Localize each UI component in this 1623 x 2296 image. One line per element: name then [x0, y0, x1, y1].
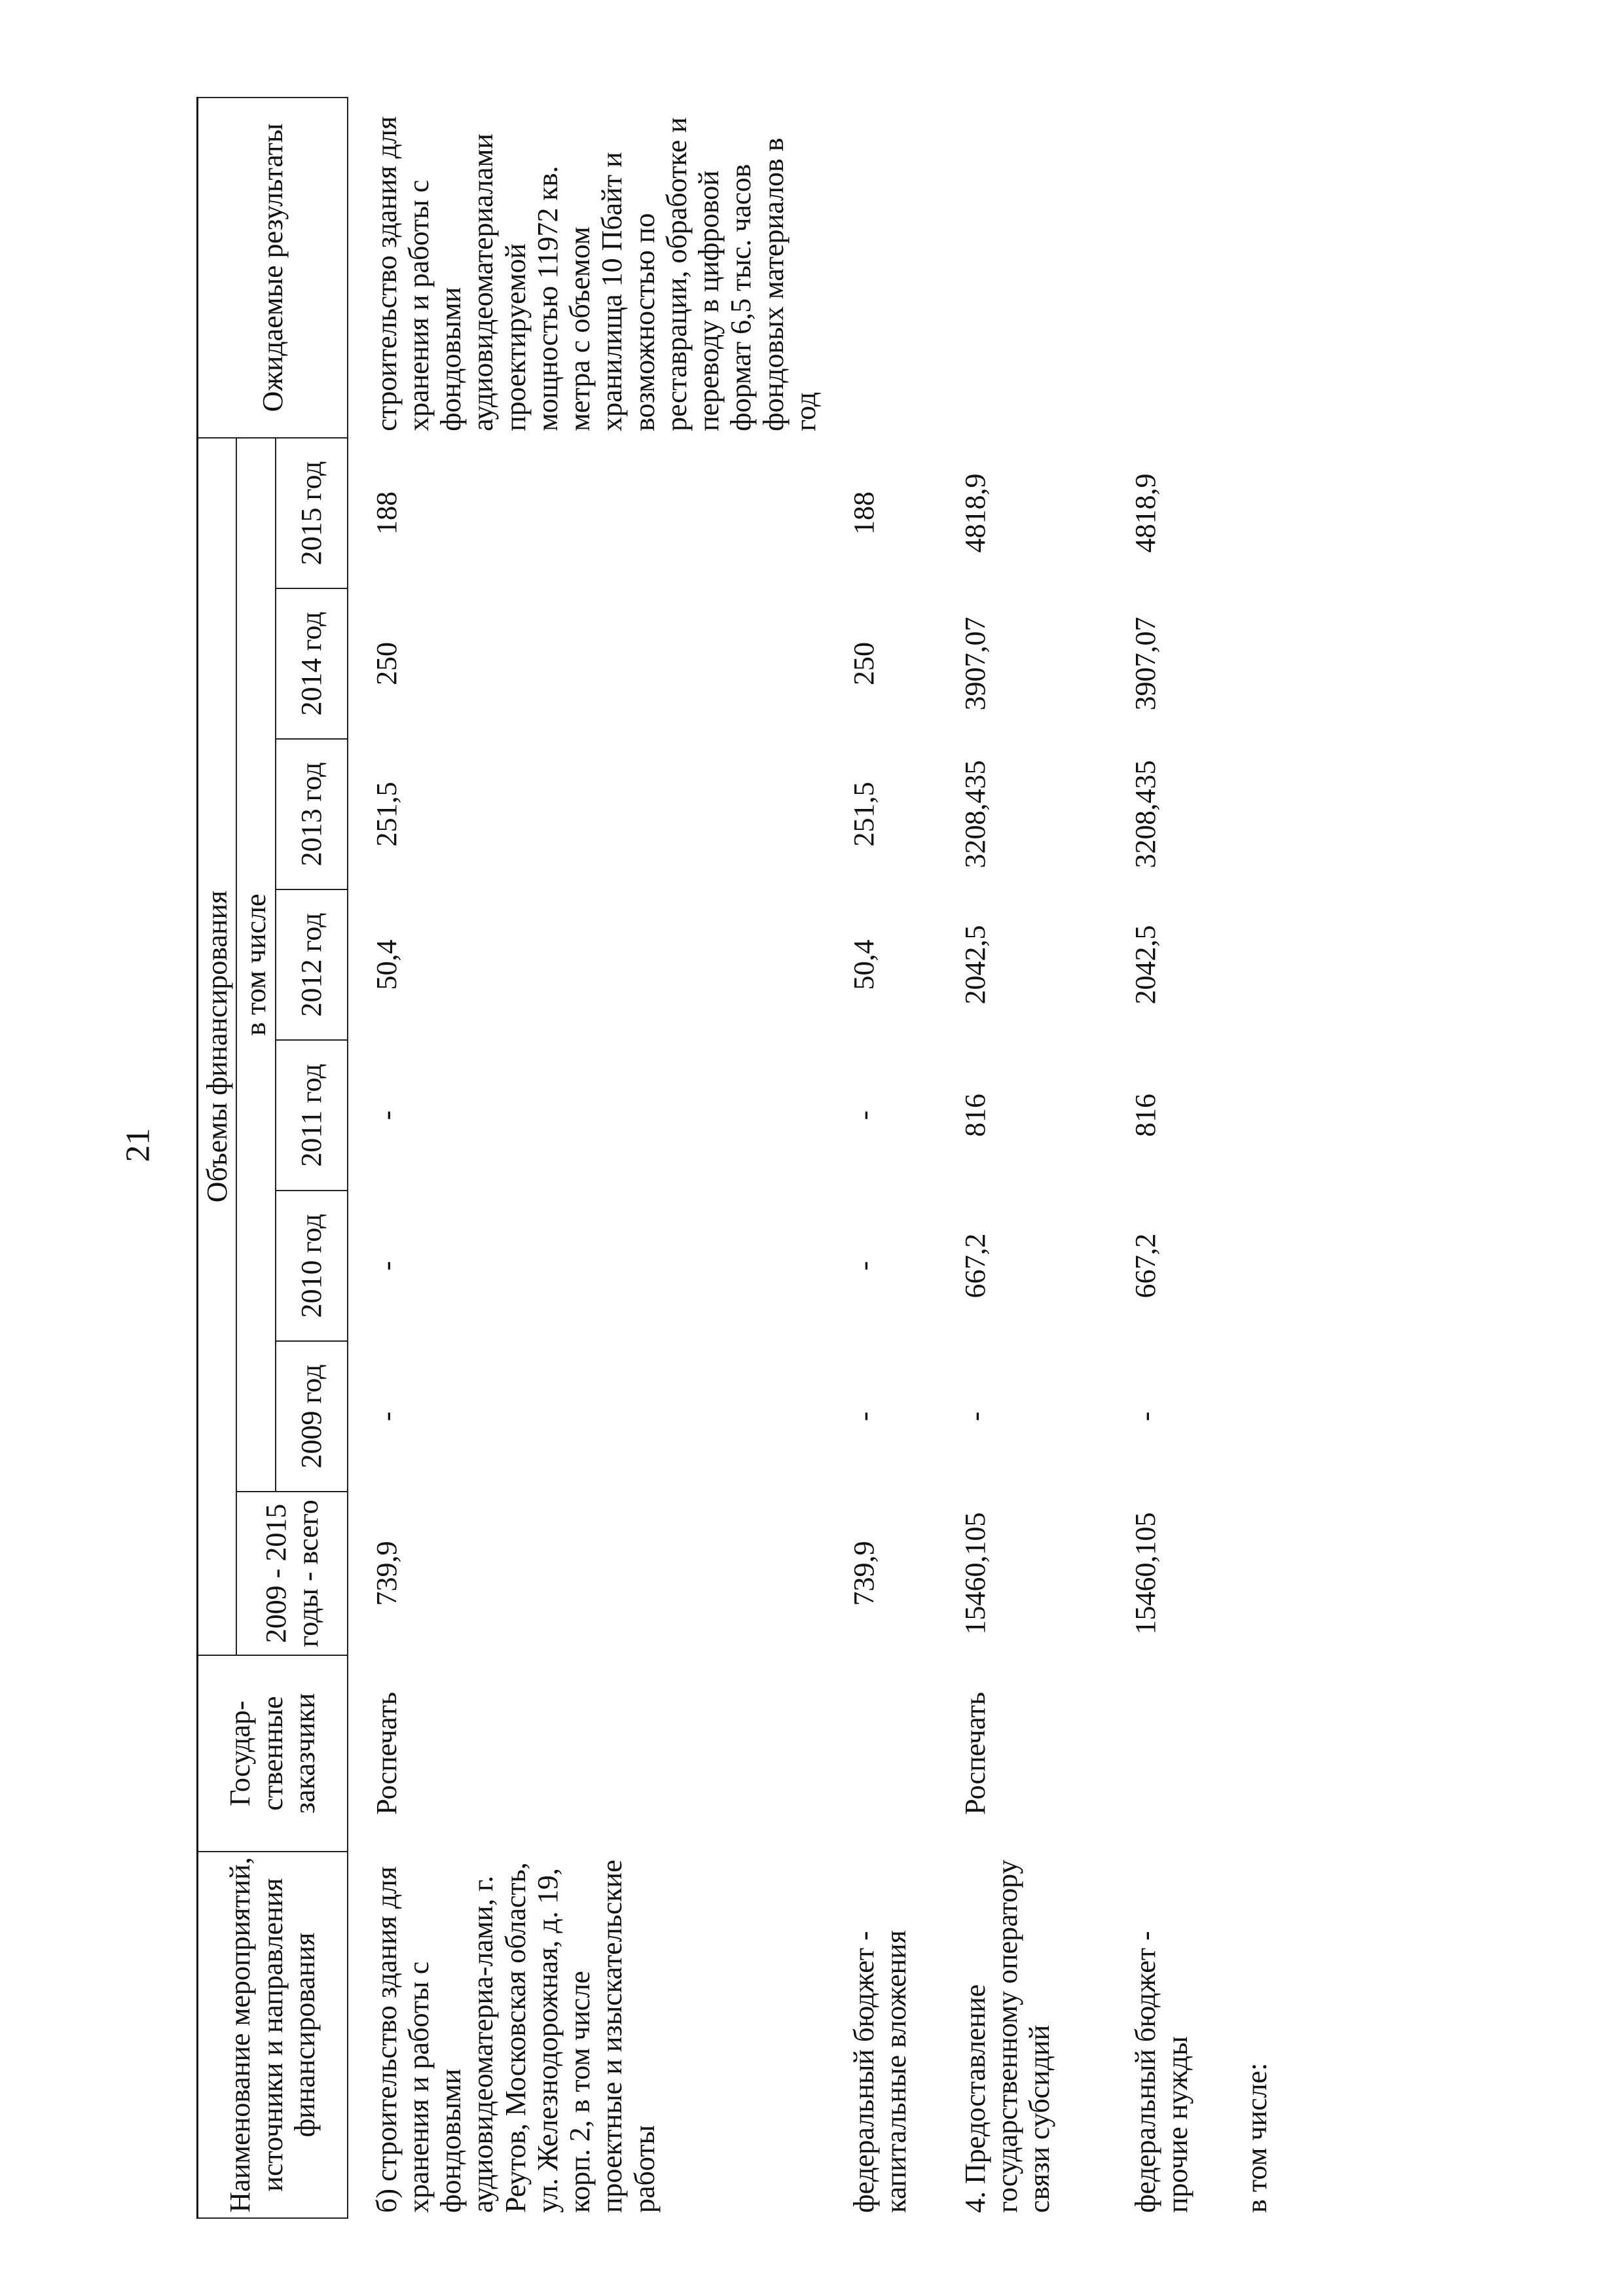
row-name: б) строительство здания для хранения и работы с фондовыми аудиовидеоматериа-лами, г. Реутов, Московская область, ул. Железнодорожная, д. 19, корп. 2, в том числе проектные и изыскательские работы: [370, 1859, 661, 2213]
row-year-value: 250: [370, 642, 403, 685]
row-year-value: 50,4: [847, 939, 880, 990]
row-result: строительство здания для хранения и работы с фондовыми аудиовидеоматериалами проектируемой мощностью 11972 кв. метра с объемом хранилища 10 Пбайт и возможностью по реставрации, обработке и переводу в цифровой формат 6,5 тыс. часов фондовых материалов в год: [370, 116, 822, 431]
row-year-value: -: [1129, 1411, 1161, 1422]
table-body: [348, 98, 1290, 2218]
row-year-value: [1238, 1341, 1290, 1492]
row-year-value: 3208,435: [958, 760, 991, 869]
row-name: 4. Предоставление государственному оператору связи субсидий: [958, 1859, 1056, 2213]
row-customer: Роспечать: [958, 1692, 991, 1815]
header-total: 2009 - 2015 годы - всего: [236, 1492, 347, 1655]
header-year: 2012 год: [276, 889, 348, 1040]
header-year: 2013 год: [276, 739, 348, 889]
header-year: 2014 год: [276, 588, 348, 739]
row-year-value: [1238, 739, 1290, 889]
row-year-value: [1238, 1040, 1290, 1191]
row-customer: [845, 1655, 957, 1852]
header-year: 2010 год: [276, 1191, 348, 1341]
row-result: [957, 98, 1127, 438]
header-year: 2011 год: [276, 1040, 348, 1191]
table-header: [198, 98, 348, 2218]
row-year-value: -: [847, 1411, 880, 1422]
row-year-value: 2042,5: [958, 925, 991, 1005]
row-year-value: 2042,5: [1129, 925, 1161, 1005]
row-year-value: [1238, 889, 1290, 1040]
row-year-value: [1238, 588, 1290, 739]
row-year-value: 667,2: [1129, 1233, 1161, 1299]
row-year-value: -: [847, 1110, 880, 1121]
row-year-value: -: [370, 1110, 403, 1121]
row-year-value: 251,5: [847, 781, 880, 847]
header-year: 2009 год: [276, 1341, 348, 1492]
row-year-value: 4818,9: [1129, 473, 1161, 553]
table-row: [845, 98, 957, 2218]
table-row: [1127, 98, 1238, 2218]
row-customer: [1127, 1655, 1238, 1852]
row-customer: Роспечать: [370, 1692, 403, 1815]
row-year-value: -: [847, 1261, 880, 1271]
row-year-value: 667,2: [958, 1233, 991, 1299]
table-row: [957, 98, 1127, 2218]
row-name: в том числе:: [1240, 2062, 1273, 2213]
row-year-value: 188: [847, 491, 880, 535]
header-results: Ожидаемые результаты: [198, 98, 348, 438]
header-funding-volumes: Объемы финансирования: [198, 438, 237, 1655]
row-year-value: -: [370, 1261, 403, 1271]
funding-table: [196, 97, 1290, 2219]
row-total: 739,9: [847, 1541, 880, 1606]
row-customer: [1238, 1655, 1290, 1852]
row-year-value: 188: [370, 491, 403, 535]
row-total: 15460,105: [1129, 1512, 1161, 1635]
row-result: [845, 98, 957, 438]
row-year-value: 816: [958, 1094, 991, 1137]
row-name: федеральный бюджет - прочие нужды: [1129, 1931, 1194, 2213]
row-year-value: -: [370, 1411, 403, 1422]
rotated-table-container: [196, 98, 1414, 2219]
row-year-value: 3208,435: [1129, 760, 1161, 869]
header-including: в том числе: [236, 438, 275, 1492]
row-year-value: [1238, 438, 1290, 588]
row-total: 15460,105: [958, 1512, 991, 1635]
table-row: [1238, 98, 1290, 2218]
row-year-value: [1238, 1191, 1290, 1341]
header-year: 2015 год: [276, 438, 348, 588]
row-name: федеральный бюджет - капитальные вложения: [847, 1930, 912, 2213]
header-name: Наименование мероприятий, источники и направления финансирования: [198, 1852, 348, 2218]
row-year-value: 3907,07: [958, 617, 991, 711]
header-customers: Государ-ственные заказчики: [198, 1655, 348, 1852]
row-result: [1238, 98, 1290, 438]
row-year-value: 816: [1129, 1094, 1161, 1137]
row-total: [1238, 1492, 1290, 1655]
row-year-value: 250: [847, 642, 880, 685]
row-result: [1127, 98, 1238, 438]
row-year-value: 50,4: [370, 939, 403, 990]
row-year-value: 251,5: [370, 781, 403, 847]
row-year-value: 4818,9: [958, 473, 991, 553]
row-year-value: -: [958, 1411, 991, 1422]
page-number: 21: [119, 1128, 157, 1162]
row-year-value: 3907,07: [1129, 617, 1161, 711]
row-total: 739,9: [370, 1541, 403, 1606]
table-row: [348, 98, 845, 2218]
